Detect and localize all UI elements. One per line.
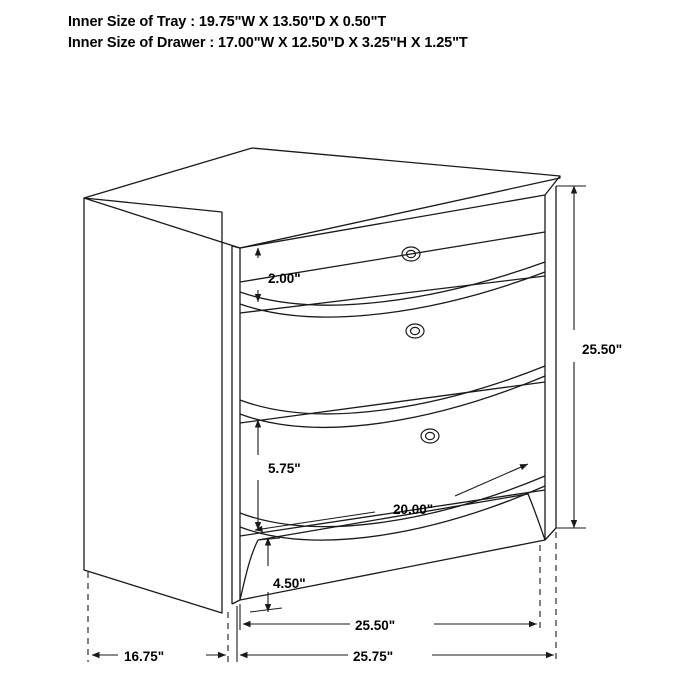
left-side-panel [84,198,222,613]
ext-450-bottom [250,608,282,612]
cabinet-body [84,148,560,613]
dimension-labels [124,271,622,664]
label-bottom-clearance: 4.50" [273,576,306,591]
spec-line-tray: Inner Size of Tray : 19.75"W X 13.50"D X 0.50"T [68,14,387,30]
drawer2-curve-top [240,366,545,414]
right-edge-bevel [545,186,556,540]
front-face-outline [240,195,545,600]
dim-20-right [455,464,528,496]
dim-20-left [255,512,375,530]
left-leg-inner [240,540,258,600]
label-overall-width: 25.75" [353,649,394,664]
right-leg-inner [528,494,545,540]
label-side-depth: 16.75" [124,649,165,664]
label-top-drawer-height: 2.00" [268,271,301,286]
knob-bottom-inner [426,432,435,439]
label-front-width: 25.50" [355,618,396,633]
knob-bottom-outer [421,429,439,443]
label-total-height: 25.50" [582,342,623,357]
drawer2-curve-bottom [240,376,545,427]
dimension-lines [88,186,586,662]
spec-line-drawer: Inner Size of Drawer : 17.00"W X 12.50"D X 3.25"H X 1.25"T [68,35,468,52]
label-middle-drawer-height: 5.75" [268,461,301,476]
top-panel [84,148,560,248]
knob-middle-outer [406,324,424,338]
label-drawer-front-width: 20.00" [393,502,434,517]
knob-middle-inner [411,327,420,334]
drawer3-top-edge [240,382,545,423]
left-foot [232,600,240,604]
